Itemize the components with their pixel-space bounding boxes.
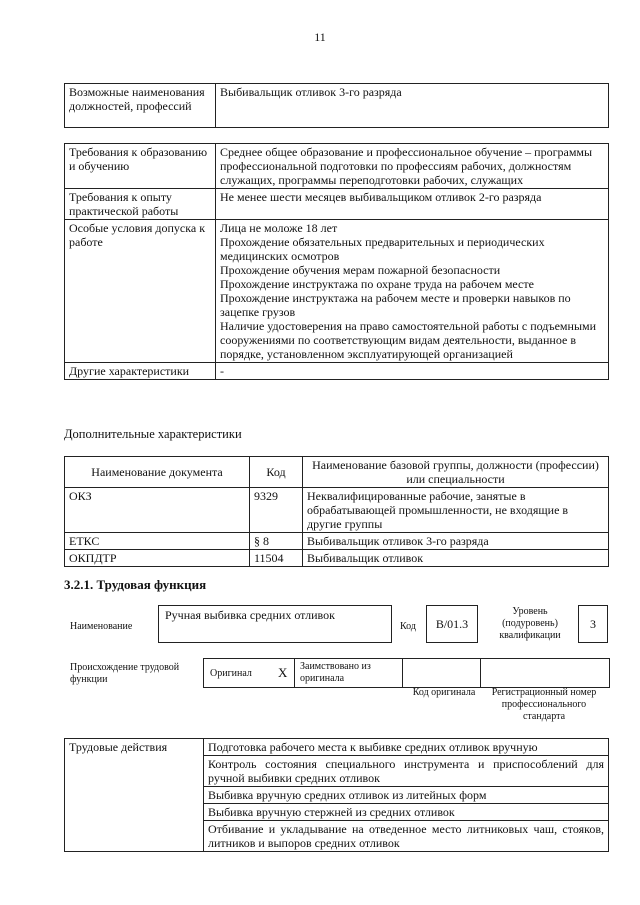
code-label: Код — [400, 621, 416, 632]
row-okz-doc: ОКЗ — [65, 488, 250, 533]
origin-boxes — [203, 658, 610, 688]
action-item: Отбивание и укладывание на отведенное место литниковых чаш, стояков, литников и выпоров средних отливок — [204, 821, 609, 852]
education-label: Требования к образованию и обучению — [65, 144, 216, 189]
additional-heading: Дополнительные характеристики — [64, 427, 242, 441]
action-item: Выбивка вручную средних отливок из литейных форм — [204, 787, 609, 804]
level-box — [578, 605, 608, 643]
education-value: Среднее общее образование и профессиональное обучение – программы профессиональной подготовки по профессиям рабочих, должностям служащих, программы переподготовки рабочих, служащих — [216, 144, 609, 189]
condition-line: Прохождение обязательных предварительных и периодических медицинских осмотров — [220, 235, 545, 263]
actions-label: Трудовые действия — [65, 739, 204, 852]
function-heading: 3.2.1. Трудовая функция — [64, 577, 207, 592]
code-original-label: Код оригинала — [412, 687, 476, 698]
row-etks-doc: ЕТКС — [65, 533, 250, 550]
requirements-table — [64, 143, 609, 380]
positions-table — [64, 83, 609, 128]
positions-label: Возможные наименования должностей, профессий — [65, 84, 216, 128]
original-mark: X — [278, 665, 288, 680]
condition-line: Прохождение обучения мерам пожарной безопасности — [220, 263, 501, 277]
special-conditions-label: Особые условия допуска к работе — [65, 220, 216, 363]
condition-line: Прохождение инструктажа на рабочем месте и проверки навыков по зацепке грузов — [220, 291, 571, 319]
row-okz-name: Неквалифицированные рабочие, занятые в обрабатывающей промышленности, не входящие в другие группы — [303, 488, 609, 533]
header-document: Наименование документа — [65, 457, 250, 488]
row-okpdtr-name: Выбивальщик отливок — [303, 550, 609, 567]
other-value: - — [216, 363, 609, 380]
row-okpdtr-doc: ОКПДТР — [65, 550, 250, 567]
action-item: Контроль состояния специального инструмента и приспособлений для ручной выбивки средних отливок — [204, 756, 609, 787]
actions-table — [64, 738, 609, 852]
level-value: 3 — [590, 617, 596, 631]
action-item: Выбивка вручную стержней из средних отливок — [204, 804, 609, 821]
row-etks-name: Выбивальщик отливок 3-го разряда — [303, 533, 609, 550]
header-group: Наименование базовой группы, должности (профессии) или специальности — [303, 457, 609, 488]
level-label: Уровень (подуровень) квалификации — [499, 606, 561, 641]
condition-line: Наличие удостоверения на право самостоятельной работы с подъемными сооружениями по соответствующим видам деятельности, выданное в порядке, установленном эксплуатирующей организацией — [220, 319, 597, 361]
experience-value: Не менее шести месяцев выбивальщиком отливок 2-го разряда — [216, 189, 609, 220]
condition-line: Прохождение инструктажа по охране труда на рабочем месте — [220, 277, 534, 291]
action-item: Подготовка рабочего места к выбивке средних отливок вручную — [204, 739, 609, 756]
header-code: Код — [250, 457, 303, 488]
row-okpdtr-code: 11504 — [250, 550, 303, 567]
origin-label: Происхождение трудовой функции — [70, 662, 180, 685]
function-name-value: Ручная выбивка средних отливок — [165, 608, 335, 622]
code-box — [426, 605, 478, 643]
page-number: 11 — [314, 30, 326, 44]
condition-line: Лица не моложе 18 лет — [220, 221, 338, 235]
experience-label: Требования к опыту практической работы — [65, 189, 216, 220]
positions-value: Выбивальщик отливок 3-го разряда — [216, 84, 609, 128]
original-label: Оригинал — [210, 668, 252, 679]
borrowed-label: Заимствовано из оригинала — [300, 661, 371, 684]
reg-number-label: Регистрационный номер профессионального стандарта — [491, 687, 597, 722]
additional-table — [64, 456, 609, 567]
name-label: Наименование — [70, 621, 133, 632]
function-name-box — [158, 605, 392, 643]
special-conditions-value — [216, 220, 609, 363]
row-etks-code: § 8 — [250, 533, 303, 550]
code-value: B/01.3 — [435, 617, 469, 631]
other-label: Другие характеристики — [65, 363, 216, 380]
row-okz-code: 9329 — [250, 488, 303, 533]
